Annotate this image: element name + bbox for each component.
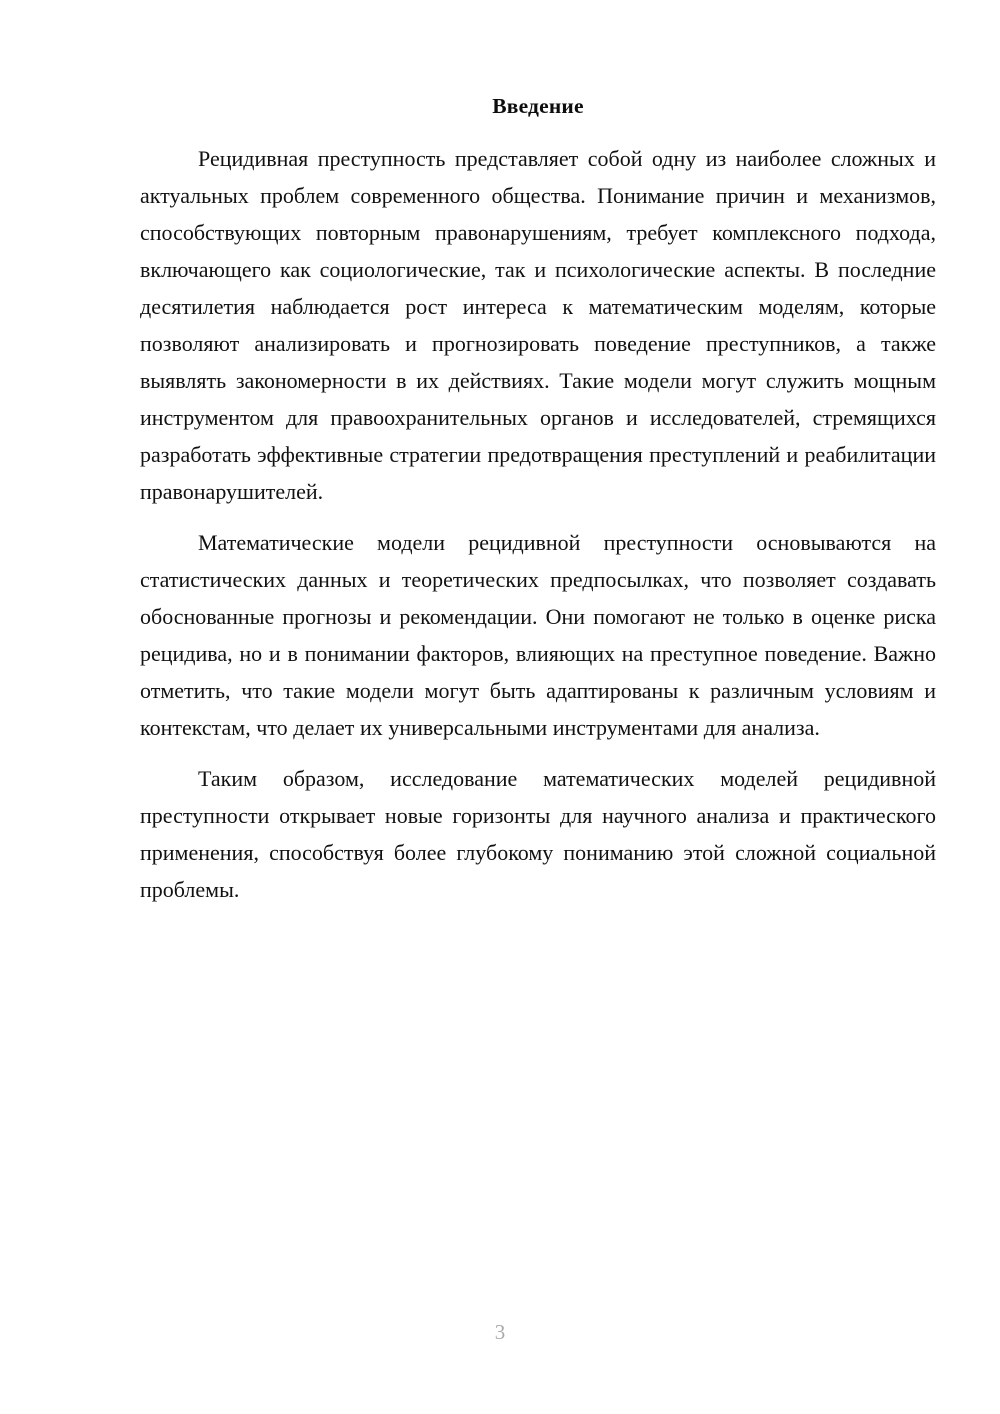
page-title: Введение bbox=[492, 94, 584, 118]
paragraph: Таким образом, исследование математических моделей рецидивной преступности открывает новые горизонты для научного анализа и практического применения, способствуя более глубокому пониманию этой сложной социальной проблемы. bbox=[140, 766, 936, 902]
body-text-block bbox=[140, 140, 936, 908]
page-number: 3 bbox=[494, 1320, 506, 1344]
page-content-column bbox=[140, 0, 936, 908]
paragraph: Математические модели рецидивной преступности основываются на статистических данных и теоретических предпосылках, что позволяет создавать обоснованные прогнозы и рекомендации. Они помогают не только в оценке риска рецидива, но и в понимании факторов, влияющих на преступное поведение. Важно отметить, что такие модели могут быть адаптированы к различным условиям и контекстам, что делает их универсальными инструментами для анализа. bbox=[140, 530, 936, 740]
paragraph: Рецидивная преступность представляет собой одну из наиболее сложных и актуальных проблем современного общества. Понимание причин и механизмов, способствующих повторным правонарушениям, требует комплексного подхода, включающего как социологические, так и психологические аспекты. В последние десятилетия наблюдается рост интереса к математическим моделям, которые позволяют анализировать и прогнозировать поведение преступников, а также выявлять закономерности в их действиях. Такие модели могут служить мощным инструментом для правоохранительных органов и исследователей, стремящихся разработать эффективные стратегии предотвращения преступлений и реабилитации правонарушителей. bbox=[140, 146, 936, 504]
